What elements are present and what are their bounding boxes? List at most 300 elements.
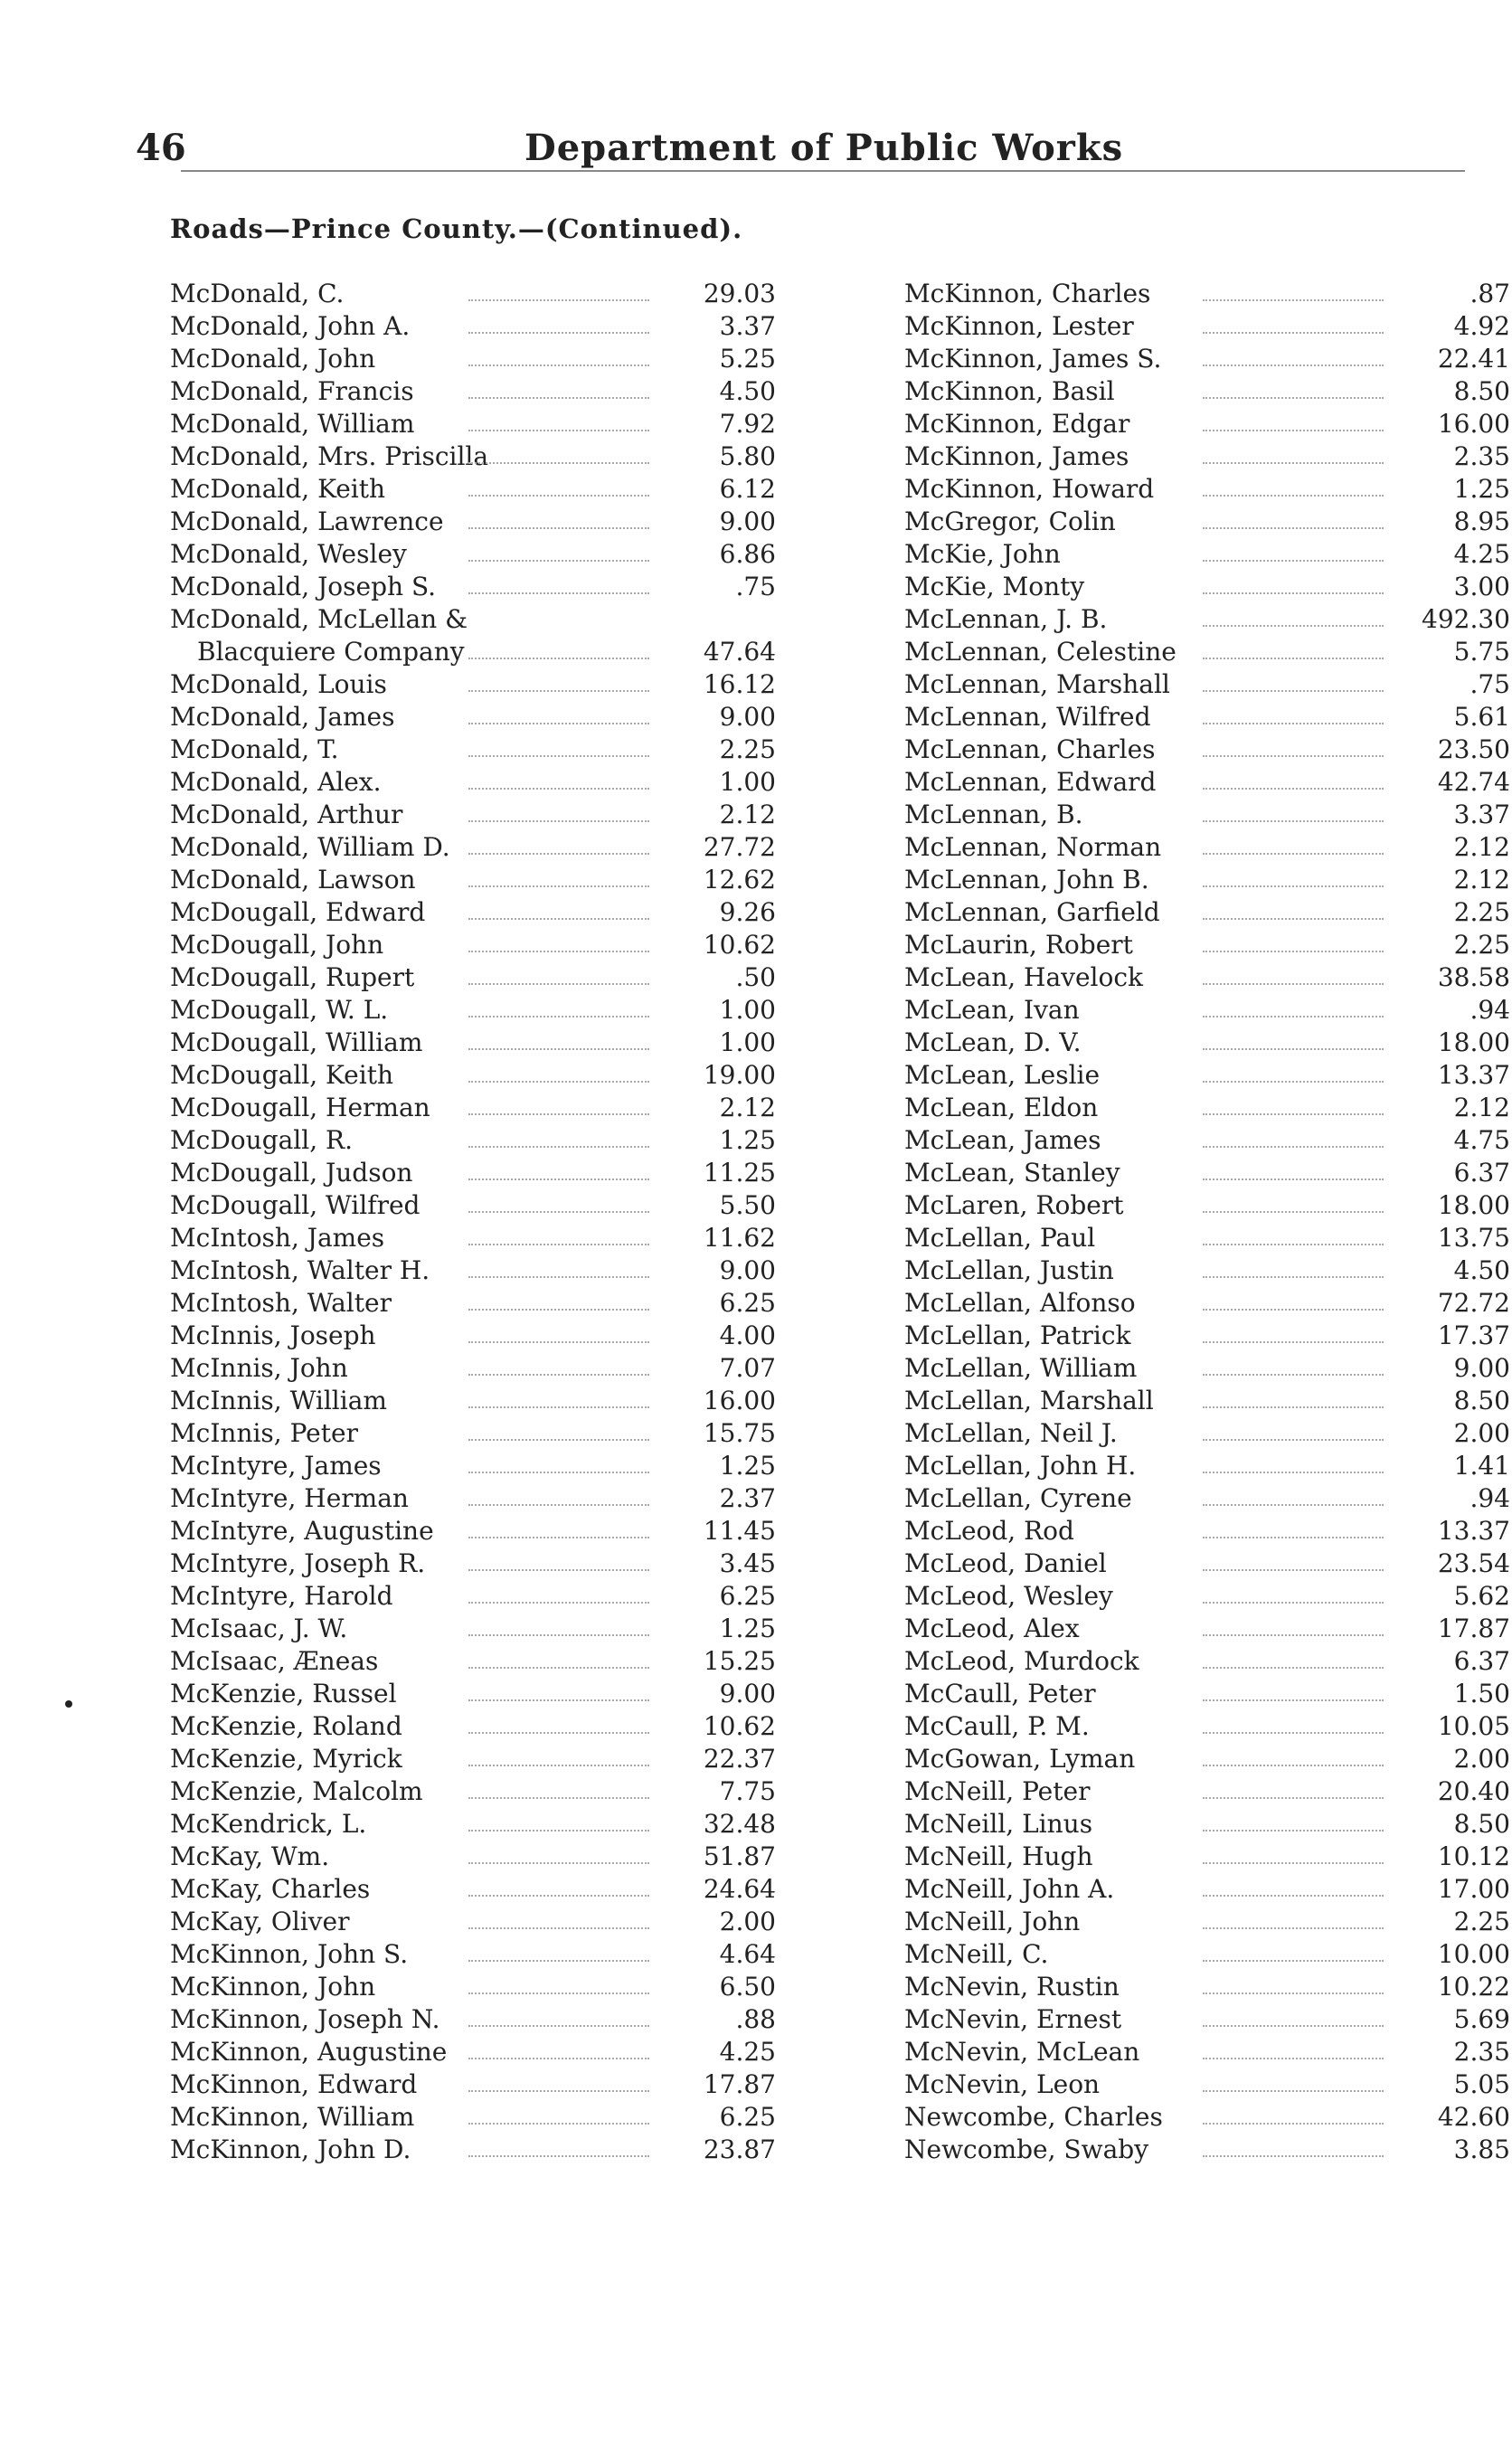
leader-dots bbox=[1203, 408, 1384, 431]
entry-name: McLellan, Cyrene bbox=[904, 1483, 1132, 1513]
leader-dots bbox=[468, 1548, 649, 1571]
leader-dots bbox=[468, 1743, 649, 1766]
entry-name: McLellan, John H. bbox=[904, 1451, 1137, 1481]
leader-dots bbox=[468, 1157, 649, 1180]
leader-dots bbox=[468, 734, 649, 757]
entry-name: McDougall, R. bbox=[170, 1125, 354, 1155]
entry-amount: 42.60 bbox=[1437, 2102, 1510, 2132]
list-item bbox=[170, 1906, 776, 1938]
list-item bbox=[170, 734, 776, 766]
entry-amount: 18.00 bbox=[1437, 1027, 1510, 1057]
list-item bbox=[170, 1775, 776, 1808]
leader-dots bbox=[468, 278, 649, 301]
entry-name: McKie, John bbox=[904, 539, 1061, 569]
entry-name: McDougall, Keith bbox=[170, 1060, 393, 1090]
leader-dots bbox=[468, 571, 649, 594]
entry-amount: 10.12 bbox=[1437, 1841, 1510, 1871]
list-item bbox=[904, 1092, 1510, 1124]
list-item bbox=[170, 1027, 776, 1059]
list-item bbox=[170, 636, 776, 668]
leader-dots bbox=[1203, 864, 1384, 887]
entry-name: McLennan, Marshall bbox=[904, 669, 1170, 699]
list-item bbox=[904, 1645, 1510, 1678]
entry-amount: 72.72 bbox=[1437, 1288, 1510, 1318]
list-item bbox=[170, 1515, 776, 1548]
entry-name: McKie, Monty bbox=[904, 572, 1085, 601]
leader-dots bbox=[1203, 1775, 1384, 1799]
entry-amount: 8.95 bbox=[1453, 506, 1510, 536]
leader-dots bbox=[1203, 1873, 1384, 1897]
entry-amount: 5.75 bbox=[1453, 637, 1510, 667]
entry-amount: 5.62 bbox=[1453, 1581, 1510, 1611]
leader-dots bbox=[468, 1906, 649, 1929]
entry-name: McLaren, Robert bbox=[904, 1190, 1124, 1220]
list-item bbox=[904, 1287, 1510, 1320]
entry-name: McKenzie, Malcolm bbox=[170, 1776, 423, 1806]
list-item bbox=[904, 2101, 1510, 2134]
list-item bbox=[170, 1873, 776, 1906]
leader-dots bbox=[1203, 1515, 1384, 1538]
list-item bbox=[904, 799, 1510, 831]
leader-dots bbox=[1203, 473, 1384, 497]
entry-name: McDonald, Arthur bbox=[170, 800, 403, 829]
list-item bbox=[170, 994, 776, 1027]
leader-dots bbox=[468, 506, 649, 529]
entry-amount: 5.25 bbox=[719, 344, 776, 374]
leader-dots bbox=[468, 994, 649, 1018]
entry-amount: 2.25 bbox=[1453, 930, 1510, 960]
entry-amount: 10.05 bbox=[1437, 1711, 1510, 1741]
entry-name: McDonald, William bbox=[170, 409, 415, 439]
entry-amount: 4.92 bbox=[1453, 311, 1510, 341]
entry-name: McLeod, Rod bbox=[904, 1516, 1074, 1546]
leader-dots bbox=[468, 375, 649, 399]
leader-dots bbox=[468, 1580, 649, 1604]
list-item bbox=[904, 1808, 1510, 1841]
list-item bbox=[170, 473, 776, 506]
entry-amount: 19.00 bbox=[703, 1060, 776, 1090]
list-item bbox=[170, 1059, 776, 1092]
entry-name: McLean, Ivan bbox=[904, 995, 1080, 1025]
entry-name: McDougall, W. L. bbox=[170, 995, 389, 1025]
list-item bbox=[904, 1971, 1510, 2003]
leader-dots bbox=[1203, 2068, 1384, 2092]
entry-name: McInnis, Joseph bbox=[170, 1320, 376, 1350]
list-item bbox=[170, 2101, 776, 2134]
list-item bbox=[904, 1873, 1510, 1906]
entry-name: McLennan, Charles bbox=[904, 734, 1156, 764]
entry-amount: 10.62 bbox=[703, 930, 776, 960]
entry-amount: 10.00 bbox=[1437, 1939, 1510, 1969]
list-item bbox=[904, 831, 1510, 864]
leader-dots bbox=[468, 1222, 649, 1245]
entry-name: McNevin, Rustin bbox=[904, 1972, 1120, 2002]
entry-name: McLean, James bbox=[904, 1125, 1101, 1155]
list-item bbox=[170, 1157, 776, 1189]
entry-name: McDonald, Alex. bbox=[170, 767, 382, 797]
leader-dots bbox=[468, 1808, 649, 1832]
list-item bbox=[170, 1678, 776, 1710]
entry-amount: 42.74 bbox=[1437, 767, 1510, 797]
list-item bbox=[904, 473, 1510, 506]
entry-name: McIsaac, J. W. bbox=[170, 1614, 348, 1643]
entry-amount: .94 bbox=[1469, 1483, 1510, 1513]
entry-amount: 11.45 bbox=[703, 1516, 776, 1546]
entry-name: McLeod, Daniel bbox=[904, 1548, 1107, 1578]
list-item bbox=[170, 1971, 776, 2003]
list-item bbox=[170, 2003, 776, 2036]
entry-amount: 6.37 bbox=[1453, 1646, 1510, 1676]
entry-amount: 2.37 bbox=[719, 1483, 776, 1513]
entry-name: McDonald, T. bbox=[170, 734, 339, 764]
list-item bbox=[904, 375, 1510, 408]
entry-name: McDonald, McLellan & bbox=[170, 604, 468, 634]
list-item bbox=[170, 864, 776, 896]
entry-name: McLean, Leslie bbox=[904, 1060, 1101, 1090]
leader-dots bbox=[1203, 1613, 1384, 1636]
list-item bbox=[904, 1254, 1510, 1287]
entry-name: McKinnon, John bbox=[170, 1972, 376, 2002]
entry-name: McDonald, Lawson bbox=[170, 865, 416, 894]
leader-dots bbox=[468, 668, 649, 692]
list-item bbox=[904, 1482, 1510, 1515]
leader-dots bbox=[1203, 506, 1384, 529]
entry-name: McLellan, Paul bbox=[904, 1223, 1096, 1253]
list-item bbox=[170, 961, 776, 994]
leader-dots bbox=[1203, 1580, 1384, 1604]
entry-amount: 1.25 bbox=[719, 1614, 776, 1643]
entry-amount: 4.25 bbox=[1453, 539, 1510, 569]
entry-amount: 23.50 bbox=[1437, 734, 1510, 764]
entry-amount: 4.25 bbox=[719, 2037, 776, 2067]
list-item bbox=[170, 1808, 776, 1841]
leader-dots bbox=[468, 408, 649, 431]
entry-name: McLellan, Patrick bbox=[904, 1320, 1131, 1350]
list-item bbox=[904, 1906, 1510, 1938]
entry-amount: 2.00 bbox=[1453, 1418, 1510, 1448]
leader-dots bbox=[1203, 896, 1384, 920]
list-item bbox=[170, 1613, 776, 1645]
list-item bbox=[170, 2068, 776, 2101]
entry-amount: 8.50 bbox=[1453, 1809, 1510, 1839]
section-title: Roads—Prince County.—(Continued). bbox=[170, 213, 743, 244]
entry-amount: 1.00 bbox=[719, 1027, 776, 1057]
leader-dots bbox=[468, 1678, 649, 1701]
list-item bbox=[904, 2134, 1510, 2166]
entry-name: McKinnon, James S. bbox=[904, 344, 1162, 374]
entry-amount: 1.50 bbox=[1453, 1679, 1510, 1708]
leader-dots bbox=[468, 538, 649, 562]
entry-amount: 9.00 bbox=[719, 1255, 776, 1285]
leader-dots bbox=[1203, 375, 1384, 399]
entry-amount: 6.25 bbox=[719, 1581, 776, 1611]
entry-name: McLellan, William bbox=[904, 1353, 1138, 1383]
list-item bbox=[904, 896, 1510, 929]
list-item bbox=[170, 1482, 776, 1515]
entry-name: McInnis, John bbox=[170, 1353, 348, 1383]
entry-name: McLean, Havelock bbox=[904, 962, 1144, 992]
entry-name: McDonald, John A. bbox=[170, 311, 411, 341]
list-item bbox=[904, 1743, 1510, 1775]
list-item bbox=[904, 440, 1510, 473]
entry-amount: 6.25 bbox=[719, 2102, 776, 2132]
entry-name: McLennan, John B. bbox=[904, 865, 1149, 894]
entry-name: McDonald, Lawrence bbox=[170, 506, 444, 536]
entry-name: McKinnon, Charles bbox=[904, 279, 1151, 308]
list-item bbox=[904, 1678, 1510, 1710]
leader-dots bbox=[468, 1938, 649, 1962]
entry-amount: 18.00 bbox=[1437, 1190, 1510, 1220]
entry-amount: 1.41 bbox=[1453, 1451, 1510, 1481]
entry-name: McGregor, Colin bbox=[904, 506, 1116, 536]
list-item bbox=[904, 1841, 1510, 1873]
leader-dots bbox=[468, 1775, 649, 1799]
entry-amount: 2.35 bbox=[1453, 2037, 1510, 2067]
list-item bbox=[904, 961, 1510, 994]
list-item bbox=[170, 1352, 776, 1385]
entry-amount: 1.00 bbox=[719, 767, 776, 797]
leader-dots bbox=[468, 2068, 649, 2092]
list-item bbox=[904, 1450, 1510, 1482]
list-item bbox=[170, 310, 776, 343]
entry-amount: 2.25 bbox=[1453, 897, 1510, 927]
entry-amount: 5.05 bbox=[1453, 2069, 1510, 2099]
leader-dots bbox=[468, 636, 649, 659]
leader-dots bbox=[468, 1092, 649, 1115]
entry-name: McLennan, Norman bbox=[904, 832, 1162, 862]
leader-dots bbox=[1203, 1124, 1384, 1148]
entry-amount: 6.86 bbox=[719, 539, 776, 569]
leader-dots bbox=[468, 864, 649, 887]
entry-name: McDougall, John bbox=[170, 930, 384, 960]
list-item bbox=[904, 1222, 1510, 1254]
leader-dots bbox=[1203, 538, 1384, 562]
entry-amount: 38.58 bbox=[1437, 962, 1510, 992]
list-item bbox=[904, 1320, 1510, 1352]
header-divider bbox=[181, 170, 1465, 172]
list-item bbox=[904, 864, 1510, 896]
entry-amount: 5.61 bbox=[1453, 702, 1510, 732]
entry-name: McIntyre, Joseph R. bbox=[170, 1548, 426, 1578]
list-item bbox=[170, 571, 776, 603]
leader-dots bbox=[468, 1189, 649, 1213]
leader-dots bbox=[468, 1873, 649, 1897]
entry-amount: 10.62 bbox=[703, 1711, 776, 1741]
leader-dots bbox=[468, 1287, 649, 1311]
entry-amount: 5.80 bbox=[719, 441, 776, 471]
left-column bbox=[170, 278, 776, 2166]
entry-name: McLeod, Wesley bbox=[904, 1581, 1113, 1611]
leader-dots bbox=[1203, 310, 1384, 334]
list-item bbox=[170, 408, 776, 440]
entry-name: McIntosh, Walter bbox=[170, 1288, 392, 1318]
leader-dots bbox=[468, 1385, 649, 1408]
leader-dots bbox=[1203, 1678, 1384, 1701]
list-item bbox=[904, 310, 1510, 343]
entry-amount: 11.25 bbox=[703, 1158, 776, 1188]
entry-name: McDonald, Francis bbox=[170, 376, 414, 406]
entry-name: McDonald, James bbox=[170, 702, 395, 732]
list-item bbox=[170, 1254, 776, 1287]
leader-dots bbox=[468, 1482, 649, 1506]
entry-amount: 29.03 bbox=[703, 279, 776, 308]
list-item bbox=[170, 1645, 776, 1678]
list-item bbox=[170, 603, 776, 636]
entry-name: McNeill, John bbox=[904, 1907, 1081, 1936]
list-item bbox=[904, 603, 1510, 636]
entry-name: McKinnon, Lester bbox=[904, 311, 1134, 341]
right-column bbox=[904, 278, 1510, 2166]
leader-dots bbox=[468, 1450, 649, 1473]
list-item bbox=[170, 896, 776, 929]
entry-amount: 47.64 bbox=[703, 637, 776, 667]
entry-name: McKenzie, Roland bbox=[170, 1711, 402, 1741]
entry-name: McKendrick, L. bbox=[170, 1809, 367, 1839]
leader-dots bbox=[1203, 2036, 1384, 2059]
list-item bbox=[170, 1841, 776, 1873]
entry-name: McKinnon, John D. bbox=[170, 2134, 411, 2164]
leader-dots bbox=[1203, 1189, 1384, 1213]
leader-dots bbox=[1203, 929, 1384, 952]
list-item bbox=[170, 1580, 776, 1613]
entry-amount: 23.54 bbox=[1437, 1548, 1510, 1578]
page-title: Department of Public Works bbox=[524, 127, 1124, 169]
list-item bbox=[904, 1710, 1510, 1743]
entry-name: McKinnon, Basil bbox=[904, 376, 1115, 406]
entry-name: McKinnon, Joseph N. bbox=[170, 2004, 440, 2034]
entry-name: McNevin, McLean bbox=[904, 2037, 1140, 2067]
entry-name: McNeill, C. bbox=[904, 1939, 1049, 1969]
list-item bbox=[170, 278, 776, 310]
entry-amount: 32.48 bbox=[703, 1809, 776, 1839]
entry-name: McNevin, Leon bbox=[904, 2069, 1101, 2099]
entry-name: McKenzie, Myrick bbox=[170, 1744, 402, 1774]
leader-dots bbox=[1203, 1743, 1384, 1766]
entry-amount: 2.25 bbox=[719, 734, 776, 764]
list-item bbox=[904, 1580, 1510, 1613]
list-item bbox=[904, 1124, 1510, 1157]
list-item bbox=[904, 2003, 1510, 2036]
entry-amount: 13.37 bbox=[1437, 1060, 1510, 1090]
entry-amount: 8.50 bbox=[1453, 376, 1510, 406]
list-item bbox=[170, 929, 776, 961]
list-item bbox=[904, 343, 1510, 375]
list-item bbox=[170, 1189, 776, 1222]
entry-name: McKenzie, Russel bbox=[170, 1679, 397, 1708]
entry-name: McNevin, Ernest bbox=[904, 2004, 1122, 2034]
leader-dots bbox=[468, 310, 649, 334]
leader-dots bbox=[468, 929, 649, 952]
list-item bbox=[170, 799, 776, 831]
leader-dots bbox=[468, 1613, 649, 1636]
list-item bbox=[170, 1222, 776, 1254]
entry-name: McDonald, Mrs. Priscilla bbox=[170, 441, 489, 471]
leader-dots bbox=[468, 1710, 649, 1734]
entry-name: Newcombe, Swaby bbox=[904, 2134, 1149, 2164]
list-item bbox=[170, 1710, 776, 1743]
entry-name: McIntosh, Walter H. bbox=[170, 1255, 430, 1285]
entry-name: McDonald, John bbox=[170, 344, 376, 374]
entry-amount: 16.12 bbox=[703, 669, 776, 699]
leader-dots bbox=[1203, 1254, 1384, 1278]
leader-dots bbox=[1203, 734, 1384, 757]
list-item bbox=[904, 1027, 1510, 1059]
list-item bbox=[904, 1548, 1510, 1580]
list-item bbox=[904, 1613, 1510, 1645]
entry-name: McIsaac, Æneas bbox=[170, 1646, 379, 1676]
list-item bbox=[170, 1092, 776, 1124]
entry-amount: 24.64 bbox=[703, 1874, 776, 1904]
list-item bbox=[904, 1189, 1510, 1222]
leader-dots bbox=[1203, 831, 1384, 855]
list-item bbox=[904, 571, 1510, 603]
leader-dots bbox=[468, 473, 649, 497]
entry-amount: 3.45 bbox=[719, 1548, 776, 1578]
leader-dots bbox=[468, 1841, 649, 1864]
list-item bbox=[170, 766, 776, 799]
leader-dots bbox=[468, 1417, 649, 1441]
leader-dots bbox=[468, 2134, 649, 2157]
entry-amount: 9.00 bbox=[719, 1679, 776, 1708]
leader-dots bbox=[1203, 1906, 1384, 1929]
entry-name: McCaull, P. M. bbox=[904, 1711, 1090, 1741]
entry-amount: 5.69 bbox=[1453, 2004, 1510, 2034]
entry-name: McDougall, Edward bbox=[170, 897, 426, 927]
entry-name: McDonald, C. bbox=[170, 279, 345, 308]
leader-dots bbox=[1203, 1157, 1384, 1180]
leader-dots bbox=[1203, 1938, 1384, 1962]
leader-dots bbox=[1203, 1092, 1384, 1115]
leader-dots bbox=[1203, 2134, 1384, 2157]
entry-amount: 9.00 bbox=[1453, 1353, 1510, 1383]
entry-name: McLeod, Murdock bbox=[904, 1646, 1139, 1676]
entry-name: McDonald, Louis bbox=[170, 669, 387, 699]
list-item bbox=[904, 1385, 1510, 1417]
list-item bbox=[904, 408, 1510, 440]
entry-amount: .75 bbox=[735, 572, 776, 601]
entry-amount: 10.22 bbox=[1437, 1972, 1510, 2002]
list-item bbox=[904, 668, 1510, 701]
entry-amount: 5.50 bbox=[719, 1190, 776, 1220]
entry-amount: 16.00 bbox=[1437, 409, 1510, 439]
leader-dots bbox=[1203, 440, 1384, 464]
leader-dots bbox=[1203, 994, 1384, 1018]
entry-name: McKay, Wm. bbox=[170, 1841, 330, 1871]
entry-amount: 6.25 bbox=[719, 1288, 776, 1318]
entry-name: Newcombe, Charles bbox=[904, 2102, 1163, 2132]
entry-name: McLellan, Justin bbox=[904, 1255, 1114, 1285]
entry-name: McLean, Eldon bbox=[904, 1093, 1099, 1122]
leader-dots bbox=[1203, 571, 1384, 594]
entry-name: McKay, Oliver bbox=[170, 1907, 350, 1936]
entry-amount: 7.07 bbox=[719, 1353, 776, 1383]
entry-amount: 1.25 bbox=[1453, 474, 1510, 504]
entry-name: McDougall, Rupert bbox=[170, 962, 415, 992]
leader-dots bbox=[1203, 1548, 1384, 1571]
entry-amount: 17.87 bbox=[703, 2069, 776, 2099]
entry-amount: 8.50 bbox=[1453, 1386, 1510, 1415]
entry-amount: 20.40 bbox=[1437, 1776, 1510, 1806]
leader-dots bbox=[1203, 1971, 1384, 1994]
list-item bbox=[170, 1743, 776, 1775]
list-item bbox=[904, 2036, 1510, 2068]
entry-name: McLean, D. V. bbox=[904, 1027, 1082, 1057]
entry-name: McLellan, Neil J. bbox=[904, 1418, 1118, 1448]
entry-amount: 9.00 bbox=[719, 506, 776, 536]
list-item bbox=[170, 506, 776, 538]
list-item bbox=[904, 701, 1510, 734]
leader-dots bbox=[468, 1320, 649, 1343]
